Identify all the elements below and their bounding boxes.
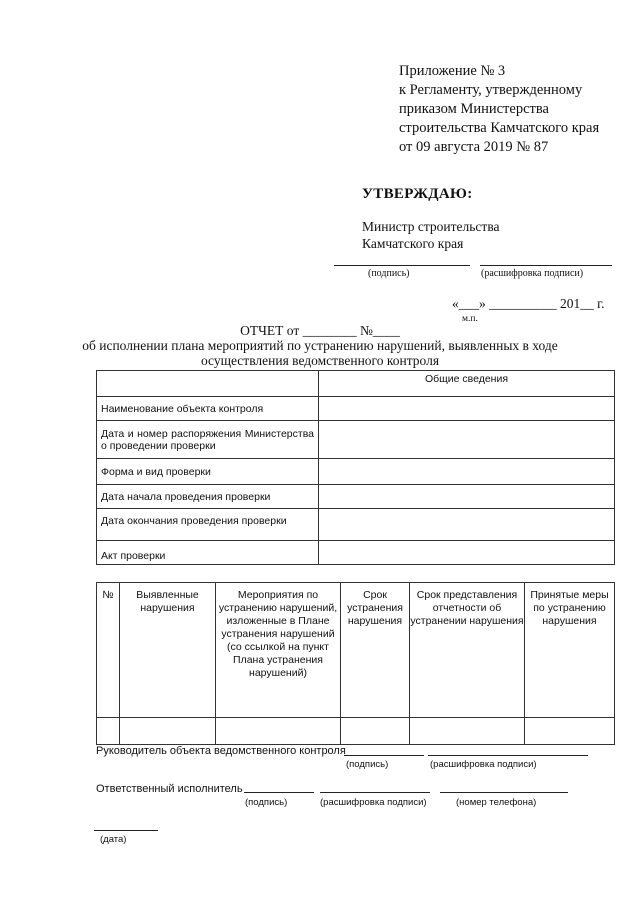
general-info-row-value	[319, 397, 615, 421]
violations-cell	[97, 718, 120, 745]
minister-position	[362, 218, 500, 252]
minister-position-line: Камчатского края	[362, 236, 464, 251]
executor-label: Ответственный исполнитель	[96, 783, 243, 795]
general-info-header-empty	[97, 371, 319, 397]
executor-signature-line	[244, 792, 314, 793]
approval-line: приказом Министерства	[399, 101, 549, 117]
general-info-header: Общие сведения	[319, 371, 615, 397]
general-info-row-label: Дата окончания проведения проверки	[97, 509, 319, 541]
violations-cell	[410, 718, 525, 745]
executor-phone-line	[440, 792, 568, 793]
violations-cell	[120, 718, 216, 745]
approve-date-line: «___» __________ 201__ г.	[452, 296, 605, 311]
col-reporting-deadline-header: Срок представления отчетности об устранении нарушения	[410, 583, 525, 718]
executor-decode-caption: (расшифровка подписи)	[320, 797, 427, 808]
approval-line: Приложение № 3	[399, 63, 506, 79]
head-signature-label: Руководитель объекта ведомственного контроля	[96, 745, 346, 757]
general-info-row-value	[319, 485, 615, 509]
general-info-row-label: Наименование объекта контроля	[97, 397, 319, 421]
head-decode-caption: (расшифровка подписи)	[430, 759, 537, 770]
executor-signature-caption: (подпись)	[245, 797, 288, 808]
head-signature-line	[344, 755, 424, 756]
violations-cell	[341, 718, 410, 745]
minister-position-line: Министр строительства	[362, 219, 500, 234]
report-title-line2: об исполнении плана мероприятий по устранению нарушений, выявленных в ходе	[82, 338, 558, 353]
report-title-line1: ОТЧЕТ от ________ №____	[240, 323, 400, 338]
col-deadline-header: Срок устранения нарушения	[341, 583, 410, 718]
col-violations-header: Выявленные нарушения	[120, 583, 216, 718]
head-signature-caption: (подпись)	[346, 759, 389, 770]
report-title-line3: осуществления ведомственного контроля	[200, 353, 440, 368]
col-actions-taken-header: Принятые меры по устранению нарушения	[525, 583, 615, 718]
report-title	[0, 323, 640, 368]
approval-line: к Регламенту, утвержденному	[399, 82, 583, 98]
approval-line: строительства Камчатского края	[399, 120, 600, 136]
approve-decode-line	[480, 265, 612, 266]
general-info-row-label: Форма и вид проверки	[97, 459, 319, 485]
general-info-row-value	[319, 509, 615, 541]
approval-line: от 09 августа 2019 № 87	[399, 139, 549, 155]
general-info-row-value	[319, 541, 615, 565]
approve-heading: УТВЕРЖДАЮ:	[362, 186, 473, 202]
col-number-header: №	[97, 583, 120, 718]
approve-signature-line	[334, 265, 470, 266]
general-info-row-value	[319, 459, 615, 485]
general-info-row-label: Акт проверки	[97, 541, 319, 565]
violations-cell	[525, 718, 615, 745]
stamp-mark: м.п.	[462, 314, 478, 324]
general-info-row-value	[319, 421, 615, 459]
approve-signature-caption: (подпись)	[368, 268, 410, 279]
head-decode-line	[428, 755, 588, 756]
date-caption: (дата)	[100, 834, 127, 845]
date-line	[94, 830, 158, 831]
general-info-table	[96, 370, 615, 565]
executor-phone-caption: (номер телефона)	[456, 797, 537, 808]
violations-table	[96, 582, 615, 745]
general-info-row-label: Дата и номер распоряжения Министерства о проведении проверки	[97, 421, 319, 459]
violations-cell	[216, 718, 341, 745]
general-info-row-label: Дата начала проведения проверки	[97, 485, 319, 509]
executor-decode-line	[320, 792, 430, 793]
approve-decode-caption: (расшифровка подписи)	[481, 268, 584, 279]
approval-block	[399, 62, 599, 157]
col-measures-header: Мероприятия по устранению нарушений, изложенные в Плане устранения нарушений (со ссылкой на пункт Плана устранения нарушений)	[216, 583, 341, 718]
